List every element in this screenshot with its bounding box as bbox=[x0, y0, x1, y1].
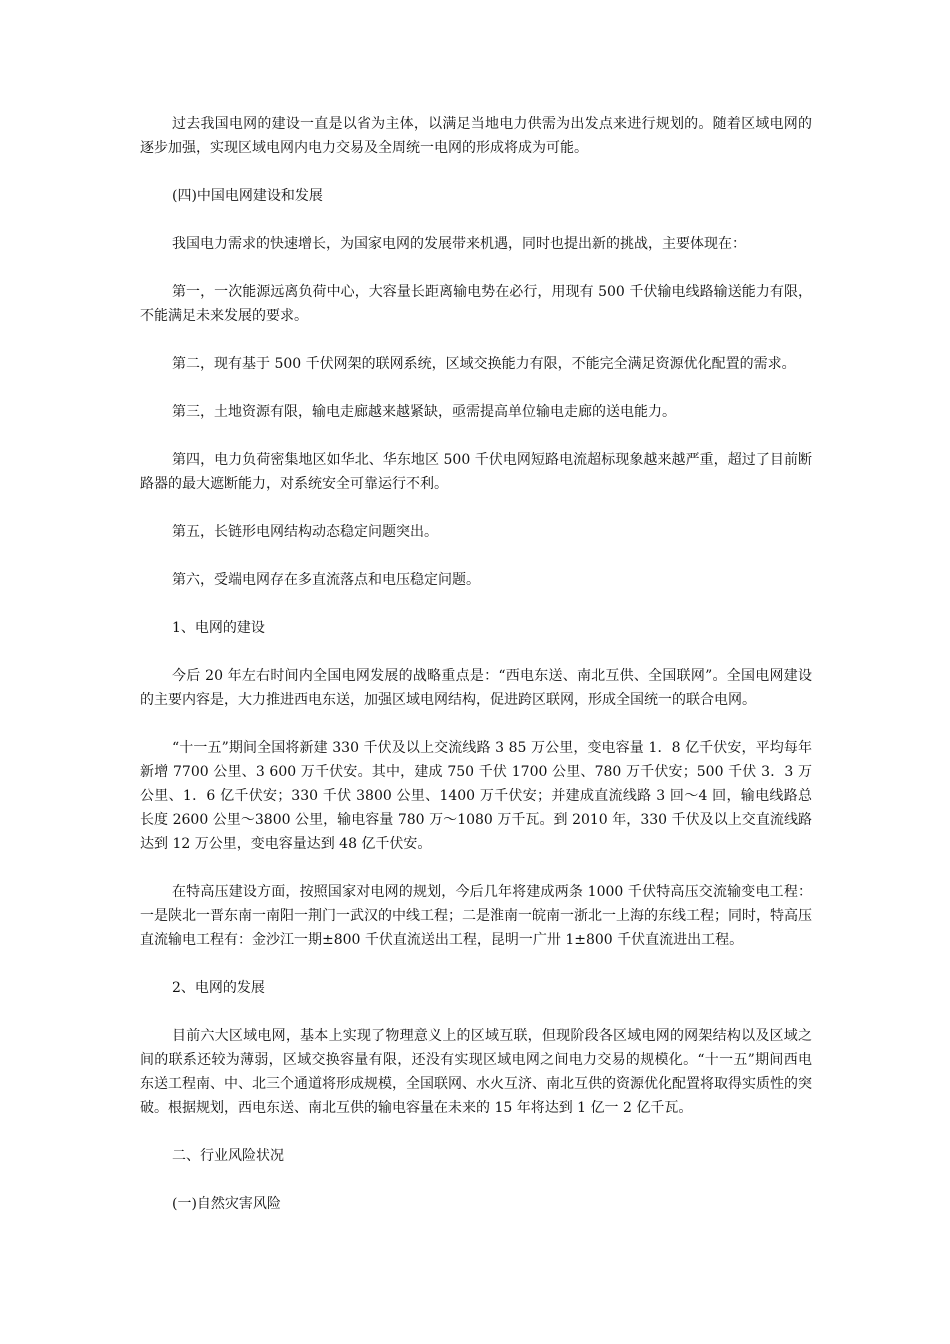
paragraph-regional-grid: 过去我国电网的建设一直是以省为主体，以满足当地电力供需为出发点来进行规划的。随着区域电网的逐步加强，实现区域电网内电力交易及全周统一电网的形成将成为可能。 bbox=[140, 116, 812, 156]
paragraph-point-6: 第六，受端电网存在多直流落点和电压稳定问题。 bbox=[172, 572, 480, 588]
paragraph-point-1: 第一，一次能源远离负荷中心，大容量长距离输电势在必行，用现有 500 千伏输电线路输送能力有限，不能满足未来发展的要求。 bbox=[140, 284, 812, 324]
paragraph-uhv: 在特高压建设方面，按照国家对电网的规划，今后几年将建成两条 1000 千伏特高压交流输变电工程：一是陕北一晋东南一南阳一荆门一武汉的中线工程；二是淮南一皖南一浙北一上海的东线工程；同时，特高压直流输电工程有：金沙江一期±800 千伏直流送出工程，昆明一广卅 1±800 千伏直流进出工程。 bbox=[140, 884, 812, 948]
subheading-grid-building: 1、电网的建设 bbox=[172, 620, 265, 636]
paragraph-six-regional-grids: 目前六大区域电网，基本上实现了物理意义上的区域互联，但现阶段各区域电网的网架结构以及区域之间的联系还较为薄弱，区域交换容量有限，还没有实现区域电网之间电力交易的规模化。“十一五”期间西电东送工程南、中、北三个通道将形成规模，全国联网、水火互济、南北互供的资源优化配置将取得实质性的突破。根据规划，西电东送、南北互供的输电容量在未来的 15 年将达到 1 亿一 2 亿千瓦。 bbox=[140, 1028, 812, 1116]
paragraph-demand-growth: 我国电力需求的快速增长，为国家电网的发展带来机遇，同时也提出新的挑战，主要体现在： bbox=[172, 236, 746, 252]
section-heading-grid-construction: (四)中国电网建设和发展 bbox=[172, 188, 323, 204]
paragraph-point-2: 第二，现有基于 500 千伏网架的联网系统，区域交换能力有限，不能完全满足资源优化配置的需求。 bbox=[172, 356, 796, 372]
paragraph-eleventh-five-year: “十一五”期间全国将新建 330 千伏及以上交流线路 3 85 万公里，变电容量 1．8 亿千伏安，平均每年新增 7700 公里、3 600 万千伏安。其中，建成 750 千伏 1700 公里、780 万千伏安；500 千伏 3．3 万公里、1．6 亿千伏安；330 千伏 3800 公里、1400 万千伏安；并建成直流线路 3 回～4 回，输电线路总长度 2600 公里～3800 公里，输电容量 780 万～1080 万千瓦。到 2010 年，330 千伏及以上交直流线路达到 12 万公里，变电容量达到 48 亿千伏安。 bbox=[140, 740, 812, 852]
paragraph-point-5: 第五，长链形电网结构动态稳定问题突出。 bbox=[172, 524, 438, 540]
subheading-grid-development: 2、电网的发展 bbox=[172, 980, 265, 996]
section-heading-industry-risk: 二、行业风险状况 bbox=[172, 1148, 284, 1164]
document-page bbox=[140, 112, 812, 1240]
subheading-natural-disaster-risk: (一)自然灾害风险 bbox=[172, 1196, 281, 1212]
paragraph-strategy: 今后 20 年左右时间内全国电网发展的战略重点是：“西电东送、南北互供、全国联网”。全国电网建设的主要内容是，大力推进西电东送，加强区域电网结构，促进跨区联网，形成全国统一的联合电网。 bbox=[140, 668, 812, 708]
paragraph-point-4: 第四，电力负荷密集地区如华北、华东地区 500 千伏电网短路电流超标现象越来越严重，超过了目前断路器的最大遮断能力，对系统安全可靠运行不利。 bbox=[140, 452, 812, 492]
paragraph-point-3: 第三，土地资源有限，输电走廊越来越紧缺，亟需提高单位输电走廊的送电能力。 bbox=[172, 404, 676, 420]
